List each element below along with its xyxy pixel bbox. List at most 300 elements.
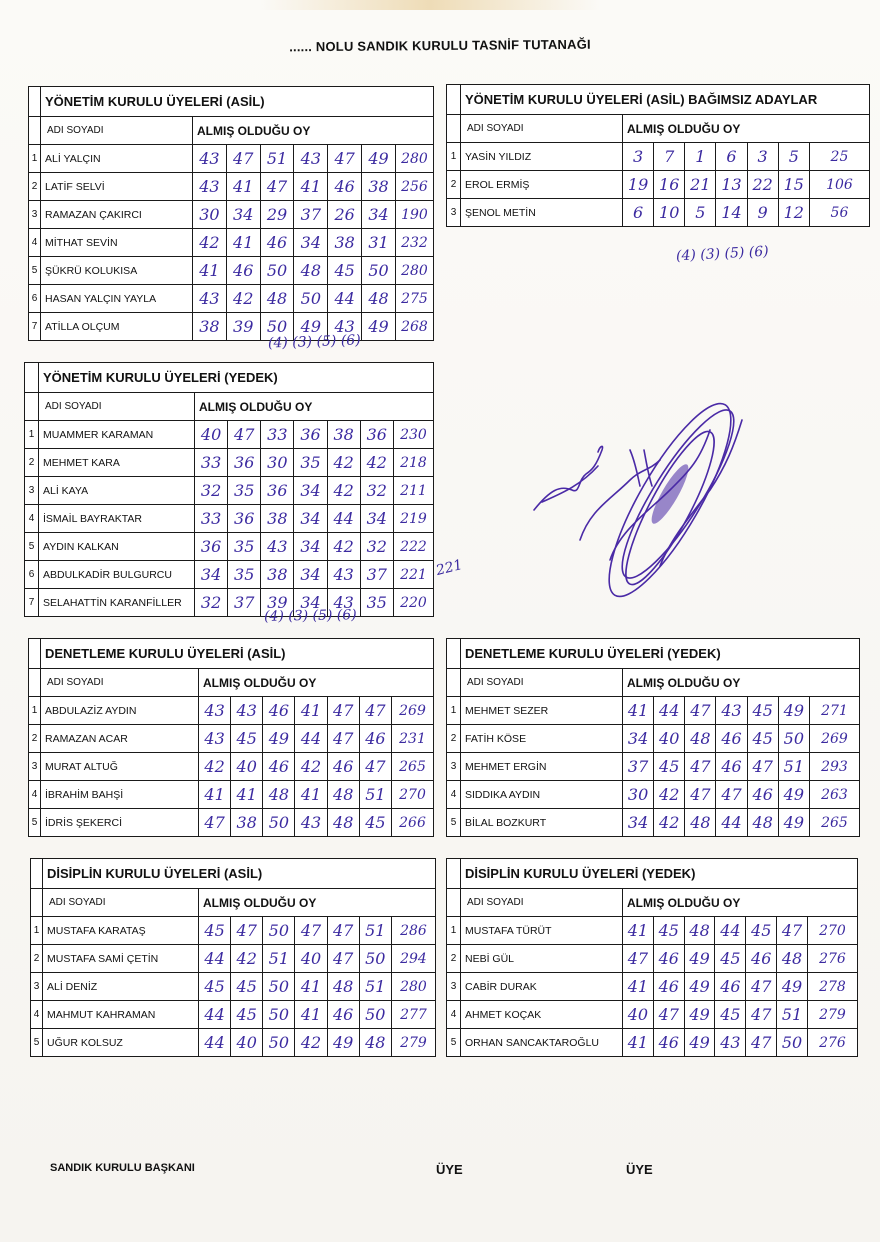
vote-cell: 46 [653, 1029, 684, 1057]
vote-cell: 51 [359, 973, 391, 1001]
vote-cell: 26 [328, 201, 362, 229]
vote-cell: 48 [260, 285, 294, 313]
vote-total: 256 [395, 173, 433, 201]
vote-cell: 43 [231, 697, 263, 725]
vote-total: 276 [807, 1029, 857, 1057]
vote-cell: 47 [228, 421, 261, 449]
row-number: 4 [29, 229, 41, 257]
candidate-name: ATİLLA OLÇUM [41, 313, 193, 341]
vote-cell: 46 [226, 257, 260, 285]
vote-cell: 43 [715, 1029, 746, 1057]
vote-cell: 48 [359, 1029, 391, 1057]
vote-total: 265 [392, 753, 434, 781]
table-row [31, 1029, 436, 1057]
vote-cell: 41 [623, 697, 654, 725]
table-row [29, 809, 434, 837]
table-header-row [25, 393, 434, 421]
row-number: 2 [447, 945, 461, 973]
table-header-row [31, 889, 436, 917]
vote-cell: 37 [294, 201, 328, 229]
vote-cell: 33 [195, 505, 228, 533]
table-row [25, 589, 434, 617]
table-yonetim-bagimsiz [446, 84, 870, 227]
table-row [29, 229, 434, 257]
vote-total: 219 [393, 505, 433, 533]
row-number: 5 [29, 257, 41, 285]
vote-cell: 44 [715, 917, 746, 945]
vote-cell: 41 [226, 173, 260, 201]
table-row [25, 533, 434, 561]
vote-cell: 43 [295, 809, 327, 837]
table-row [31, 917, 436, 945]
vote-total: 218 [393, 449, 433, 477]
vote-cell: 50 [263, 1001, 295, 1029]
candidate-name: İBRAHİM BAHŞİ [41, 781, 199, 809]
vote-cell: 50 [263, 809, 295, 837]
vote-cell: 34 [360, 505, 393, 533]
vote-cell: 46 [263, 753, 295, 781]
vote-cell: 46 [716, 753, 747, 781]
vote-cell: 40 [195, 421, 228, 449]
row-number: 2 [447, 725, 461, 753]
table-row [447, 753, 860, 781]
table-row [447, 171, 870, 199]
vote-cell: 41 [294, 173, 328, 201]
candidate-name: HASAN YALÇIN YAYLA [41, 285, 193, 313]
title-corner [31, 859, 43, 889]
vote-total: 286 [391, 917, 435, 945]
vote-cell: 50 [260, 257, 294, 285]
vote-cell: 46 [746, 945, 777, 973]
vote-cell: 47 [746, 1001, 777, 1029]
vote-total: 211 [393, 477, 433, 505]
vote-cell: 47 [746, 973, 777, 1001]
header-almis-oy: ALMIŞ OLDUĞU OY [623, 889, 858, 917]
vote-cell: 36 [195, 533, 228, 561]
vote-cell: 38 [193, 313, 227, 341]
vote-cell: 16 [654, 171, 685, 199]
table-title-row [31, 859, 436, 889]
vote-cell: 47 [359, 697, 391, 725]
title-corner [447, 85, 461, 115]
row-number: 4 [29, 781, 41, 809]
table-row [25, 421, 434, 449]
vote-total: 222 [393, 533, 433, 561]
vote-cell: 37 [228, 589, 261, 617]
vote-cell: 40 [623, 1001, 654, 1029]
candidate-name: ABDULKADİR BULGURCU [39, 561, 195, 589]
vote-cell: 38 [231, 809, 263, 837]
header-corner [447, 115, 461, 143]
vote-cell: 38 [261, 561, 294, 589]
vote-total: 56 [809, 199, 869, 227]
vote-cell: 32 [195, 477, 228, 505]
vote-cell: 36 [228, 449, 261, 477]
vote-cell: 40 [295, 945, 327, 973]
vote-total: 280 [395, 145, 433, 173]
table-row [31, 973, 436, 1001]
vote-cell: 29 [260, 201, 294, 229]
candidate-name: MEHMET ERGİN [461, 753, 623, 781]
vote-cell: 42 [327, 449, 360, 477]
table-row [25, 477, 434, 505]
vote-cell: 45 [715, 1001, 746, 1029]
row-number: 3 [29, 201, 41, 229]
vote-cell: 46 [263, 697, 295, 725]
header-corner [447, 889, 461, 917]
vote-cell: 35 [360, 589, 393, 617]
vote-cell: 41 [231, 781, 263, 809]
vote-cell: 30 [193, 201, 227, 229]
table-row [31, 945, 436, 973]
vote-cell: 51 [359, 917, 391, 945]
vote-total: 271 [809, 697, 859, 725]
vote-cell: 32 [360, 477, 393, 505]
vote-cell: 46 [328, 173, 362, 201]
vote-cell: 5 [685, 199, 716, 227]
vote-cell: 45 [231, 1001, 263, 1029]
vote-cell: 32 [360, 533, 393, 561]
table-row [447, 143, 870, 171]
table-row [447, 809, 860, 837]
candidate-name: AYDIN KALKAN [39, 533, 195, 561]
table-title-row [447, 85, 870, 115]
vote-total: 190 [395, 201, 433, 229]
vote-cell: 51 [777, 1001, 808, 1029]
vote-cell: 41 [295, 1001, 327, 1029]
vote-cell: 34 [294, 533, 327, 561]
table-row [29, 145, 434, 173]
vote-cell: 47 [746, 1029, 777, 1057]
row-number: 5 [447, 809, 461, 837]
vote-cell: 46 [327, 1001, 359, 1029]
vote-cell: 49 [362, 145, 396, 173]
table-row [447, 945, 858, 973]
header-corner [447, 669, 461, 697]
vote-cell: 42 [360, 449, 393, 477]
paper-stain [260, 0, 600, 10]
vote-cell: 47 [359, 753, 391, 781]
row-number: 4 [25, 505, 39, 533]
candidate-name: BİLAL BOZKURT [461, 809, 623, 837]
vote-cell: 7 [654, 143, 685, 171]
candidate-name: ABDULAZİZ AYDIN [41, 697, 199, 725]
vote-total: 220 [393, 589, 433, 617]
vote-total: 106 [809, 171, 869, 199]
header-almis-oy: ALMIŞ OLDUĞU OY [623, 115, 870, 143]
vote-total: 265 [809, 809, 859, 837]
vote-cell: 48 [747, 809, 778, 837]
vote-cell: 47 [623, 945, 654, 973]
header-almis-oy: ALMIŞ OLDUĞU OY [623, 669, 860, 697]
row-number: 1 [29, 145, 41, 173]
vote-total: 278 [807, 973, 857, 1001]
vote-cell: 42 [199, 753, 231, 781]
vote-cell: 47 [685, 781, 716, 809]
vote-cell: 41 [623, 1029, 654, 1057]
vote-cell: 15 [778, 171, 809, 199]
vote-cell: 19 [623, 171, 654, 199]
vote-cell: 40 [231, 753, 263, 781]
candidate-name: MEHMET KARA [39, 449, 195, 477]
candidate-name: SELAHATTİN KARANFİLLER [39, 589, 195, 617]
candidate-name: NEBİ GÜL [461, 945, 623, 973]
vote-cell: 46 [359, 725, 391, 753]
vote-cell: 37 [360, 561, 393, 589]
vote-cell: 45 [747, 725, 778, 753]
vote-cell: 34 [195, 561, 228, 589]
vote-cell: 50 [263, 1029, 295, 1057]
row-number: 3 [447, 753, 461, 781]
vote-cell: 32 [195, 589, 228, 617]
vote-cell: 41 [226, 229, 260, 257]
vote-cell: 48 [685, 725, 716, 753]
row-number: 4 [447, 1001, 461, 1029]
vote-cell: 48 [327, 973, 359, 1001]
vote-cell: 41 [295, 781, 327, 809]
vote-cell: 45 [199, 973, 231, 1001]
vote-cell: 43 [199, 725, 231, 753]
vote-cell: 49 [294, 313, 328, 341]
vote-cell: 48 [294, 257, 328, 285]
row-number: 2 [31, 945, 43, 973]
header-corner [25, 393, 39, 421]
vote-cell: 38 [362, 173, 396, 201]
vote-cell: 6 [623, 199, 654, 227]
row-number: 3 [25, 477, 39, 505]
note-yon-yedek-side: 221 [434, 557, 465, 579]
row-number: 2 [25, 449, 39, 477]
vote-cell: 14 [716, 199, 747, 227]
vote-cell: 1 [685, 143, 716, 171]
table-row [25, 505, 434, 533]
vote-cell: 12 [778, 199, 809, 227]
note-yon-bag: (4) (3) (5) (6) [675, 243, 770, 265]
vote-cell: 42 [295, 753, 327, 781]
vote-cell: 44 [654, 697, 685, 725]
vote-total: 269 [809, 725, 859, 753]
vote-cell: 42 [295, 1029, 327, 1057]
candidate-name: ALİ DENİZ [43, 973, 199, 1001]
candidate-name: RAMAZAN ACAR [41, 725, 199, 753]
candidate-name: CABİR DURAK [461, 973, 623, 1001]
vote-total: 230 [393, 421, 433, 449]
table-row [29, 313, 434, 341]
vote-cell: 31 [362, 229, 396, 257]
vote-cell: 49 [778, 697, 809, 725]
vote-total: 221 [393, 561, 433, 589]
vote-cell: 49 [684, 1029, 715, 1057]
table-row [447, 725, 860, 753]
table-header-row [447, 889, 858, 917]
candidate-name: MİTHAT SEVİN [41, 229, 193, 257]
vote-cell: 43 [193, 173, 227, 201]
candidate-name: MUSTAFA TÜRÜT [461, 917, 623, 945]
vote-cell: 50 [359, 1001, 391, 1029]
row-number: 3 [447, 973, 461, 1001]
vote-cell: 41 [623, 917, 654, 945]
vote-cell: 35 [294, 449, 327, 477]
vote-cell: 47 [199, 809, 231, 837]
vote-cell: 42 [231, 945, 263, 973]
vote-cell: 44 [199, 1001, 231, 1029]
candidate-name: MUSTAFA SAMİ ÇETİN [43, 945, 199, 973]
vote-cell: 48 [684, 917, 715, 945]
vote-total: 232 [395, 229, 433, 257]
table-row [25, 449, 434, 477]
table-row [447, 1001, 858, 1029]
vote-cell: 34 [294, 589, 327, 617]
vote-cell: 3 [747, 143, 778, 171]
vote-cell: 34 [623, 725, 654, 753]
vote-cell: 50 [777, 1029, 808, 1057]
vote-cell: 9 [747, 199, 778, 227]
table-denetleme-yedek [446, 638, 860, 837]
row-number: 7 [29, 313, 41, 341]
vote-cell: 49 [362, 313, 396, 341]
vote-cell: 46 [653, 973, 684, 1001]
vote-cell: 44 [199, 945, 231, 973]
vote-cell: 10 [654, 199, 685, 227]
vote-cell: 41 [623, 973, 654, 1001]
vote-cell: 43 [294, 145, 328, 173]
vote-cell: 47 [653, 1001, 684, 1029]
vote-cell: 33 [261, 421, 294, 449]
candidate-name: AHMET KOÇAK [461, 1001, 623, 1029]
vote-cell: 41 [199, 781, 231, 809]
vote-cell: 38 [261, 505, 294, 533]
vote-cell: 36 [360, 421, 393, 449]
table-title-row [447, 859, 858, 889]
vote-cell: 36 [294, 421, 327, 449]
signature [520, 390, 760, 620]
title-corner [25, 363, 39, 393]
candidate-name: ALİ YALÇIN [41, 145, 193, 173]
vote-cell: 38 [327, 421, 360, 449]
vote-cell: 44 [328, 285, 362, 313]
vote-total: 270 [392, 781, 434, 809]
table-title: DENETLEME KURULU ÜYELERİ (YEDEK) [461, 639, 860, 669]
vote-cell: 47 [685, 697, 716, 725]
header-adi-soyadi: ADI SOYADI [39, 393, 195, 421]
header-almis-oy: ALMIŞ OLDUĞU OY [195, 393, 434, 421]
vote-cell: 45 [231, 973, 263, 1001]
candidate-name: ŞENOL METİN [461, 199, 623, 227]
table-disiplin-yedek [446, 858, 858, 1057]
vote-cell: 46 [716, 725, 747, 753]
table-title-row [29, 639, 434, 669]
vote-cell: 45 [747, 697, 778, 725]
vote-cell: 43 [328, 313, 362, 341]
vote-cell: 39 [261, 589, 294, 617]
vote-cell: 34 [294, 561, 327, 589]
candidate-name: SIDDIKA AYDIN [461, 781, 623, 809]
vote-cell: 21 [685, 171, 716, 199]
vote-cell: 47 [226, 145, 260, 173]
vote-total: 279 [391, 1029, 435, 1057]
vote-cell: 45 [199, 917, 231, 945]
vote-cell: 43 [261, 533, 294, 561]
vote-cell: 43 [716, 697, 747, 725]
vote-cell: 34 [362, 201, 396, 229]
table-title: DİSİPLİN KURULU ÜYELERİ (ASİL) [43, 859, 436, 889]
vote-cell: 48 [327, 781, 359, 809]
vote-total: 276 [807, 945, 857, 973]
footer-uye-2: ÜYE [626, 1162, 653, 1177]
vote-total: 266 [392, 809, 434, 837]
vote-cell: 35 [228, 561, 261, 589]
vote-cell: 49 [263, 725, 295, 753]
vote-cell: 6 [716, 143, 747, 171]
row-number: 2 [29, 173, 41, 201]
vote-cell: 48 [777, 945, 808, 973]
header-adi-soyadi: ADI SOYADI [461, 669, 623, 697]
vote-cell: 45 [653, 917, 684, 945]
header-almis-oy: ALMIŞ OLDUĞU OY [199, 669, 434, 697]
table-denetleme-asil [28, 638, 434, 837]
vote-cell: 45 [328, 257, 362, 285]
table-row [29, 201, 434, 229]
vote-total: 263 [809, 781, 859, 809]
candidate-name: UĞUR KOLSUZ [43, 1029, 199, 1057]
vote-cell: 41 [295, 973, 327, 1001]
table-header-row [447, 669, 860, 697]
candidate-name: İSMAİL BAYRAKTAR [39, 505, 195, 533]
row-number: 3 [31, 973, 43, 1001]
vote-cell: 50 [263, 917, 295, 945]
note-yon-asil: (4) (3) (5) (6) [267, 332, 361, 352]
table-title: DENETLEME KURULU ÜYELERİ (ASİL) [41, 639, 434, 669]
vote-cell: 22 [747, 171, 778, 199]
table-row [29, 781, 434, 809]
row-number: 6 [29, 285, 41, 313]
row-number: 1 [29, 697, 41, 725]
header-adi-soyadi: ADI SOYADI [41, 117, 193, 145]
vote-total: 275 [395, 285, 433, 313]
table-title: YÖNETİM KURULU ÜYELERİ (ASİL) BAĞIMSIZ ADAYLAR [461, 85, 870, 115]
row-number: 1 [31, 917, 43, 945]
table-header-row [29, 669, 434, 697]
vote-cell: 44 [327, 505, 360, 533]
candidate-name: MUSTAFA KARATAŞ [43, 917, 199, 945]
vote-cell: 47 [327, 917, 359, 945]
table-header-row [447, 115, 870, 143]
vote-cell: 37 [623, 753, 654, 781]
candidate-name: LATİF SELVİ [41, 173, 193, 201]
table-yonetim-asil [28, 86, 434, 341]
vote-cell: 5 [778, 143, 809, 171]
vote-cell: 43 [327, 589, 360, 617]
header-corner [29, 669, 41, 697]
vote-cell: 50 [778, 725, 809, 753]
vote-cell: 36 [261, 477, 294, 505]
title-corner [29, 87, 41, 117]
vote-cell: 43 [193, 145, 227, 173]
table-row [29, 753, 434, 781]
vote-cell: 30 [261, 449, 294, 477]
header-adi-soyadi: ADI SOYADI [43, 889, 199, 917]
signature-scribble-icon [520, 390, 760, 620]
row-number: 1 [447, 697, 461, 725]
vote-cell: 35 [228, 533, 261, 561]
table-row [447, 1029, 858, 1057]
table-row [25, 561, 434, 589]
document-title: ...... NOLU SANDIK KURULU TASNİF TUTANAĞI [289, 36, 591, 55]
row-number: 7 [25, 589, 39, 617]
row-number: 3 [29, 753, 41, 781]
vote-cell: 50 [362, 257, 396, 285]
candidate-name: YASİN YILDIZ [461, 143, 623, 171]
